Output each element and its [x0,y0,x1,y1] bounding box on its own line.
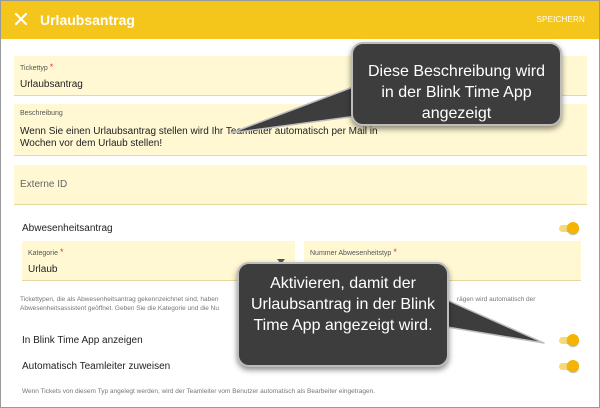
activate-callout [237,262,449,367]
abwesenheitstyp-label: Nummer Abwesenheitstyp [310,250,392,257]
beschreibung-line-1: Wenn Sie einen Urlaubsantrag stellen wird Ihr Teamleiter automatisch per Mail in [20,126,378,137]
abwesenheit-help-line-2: Abwesenheitsassistent geöffnet. Geben Sie die Kategorie und die Nu [20,305,219,312]
abwesenheit-help-line-1-end: rägen wird automatisch der [457,296,536,303]
teamleiter-help: Wenn Tickets von diesem Typ angelegt werden, wird der Teamleiter vom Benutzer automatisch als Bearbeiter eingetragen. [22,388,375,395]
abwesenheitsantrag-label: Abwesenheitsantrag [22,223,113,234]
kategorie-value: Urlaub [28,264,58,275]
required-marker: * [59,247,64,257]
kategorie-label: Kategorie [28,250,58,257]
activate-callout-text: Aktivieren, damit der Urlaubsantrag in der Blink Time App angezeigt wird. [250,275,436,334]
dialog-title: Urlaubsantrag [40,12,135,28]
tickettyp-value: Urlaubsantrag [20,79,83,90]
beschreibung-line-2: Wochen vor dem Urlaub stellen! [20,138,163,149]
required-marker: * [49,62,54,72]
teamleiter-label: Automatisch Teamleiter zuweisen [22,361,171,372]
blink-time-app-label: In Blink Time App anzeigen [22,335,143,346]
save-button[interactable]: SPEICHERN [536,15,585,24]
tickettyp-label: Tickettyp [20,65,48,72]
required-marker: * [393,247,397,257]
description-callout [351,42,562,126]
abwesenheit-help-line-1: Tickettypen, die als Abwesenheitsantrag gekennzeichnet sind, haben [20,296,219,303]
description-callout-text: Diese Beschreibung wird in der Blink Time App angezeigt [368,63,545,122]
externe-id-placeholder: Externe ID [20,179,68,190]
beschreibung-label: Beschreibung [20,110,63,117]
